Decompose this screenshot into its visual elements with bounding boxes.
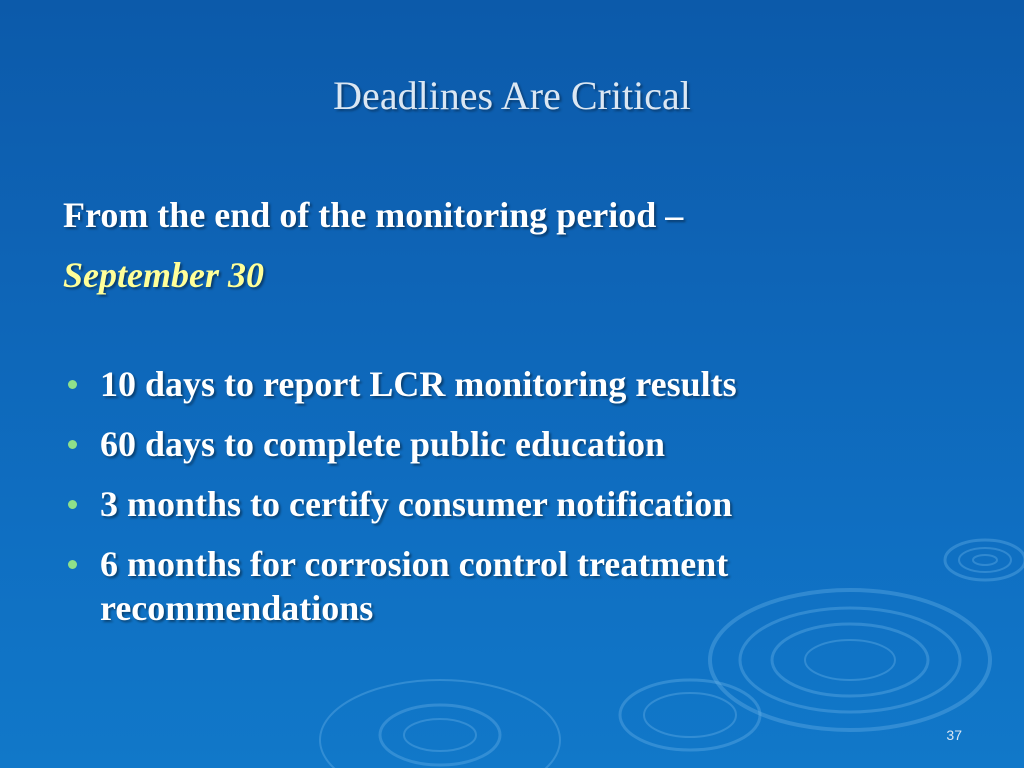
intro-date: September 30: [63, 255, 264, 295]
list-item: [63, 542, 993, 630]
list-item-text: 3 months to certify consumer notification: [100, 484, 733, 524]
bullet-icon: [68, 440, 77, 449]
intro-line: From the end of the monitoring period –: [63, 195, 684, 235]
list-item-text: 60 days to complete public education: [100, 424, 666, 464]
bullet-icon: [68, 380, 77, 389]
bullet-icon: [68, 500, 77, 509]
list-item: [63, 422, 993, 466]
list-item-text: 6 months for corrosion control treatment recommendations: [100, 544, 729, 628]
page-number: 37: [946, 727, 962, 743]
list-item: [63, 482, 993, 526]
intro-text: [63, 185, 983, 305]
slide-title: Deadlines Are Critical: [333, 73, 691, 118]
bullet-icon: [68, 560, 77, 569]
list-item-text: 10 days to report LCR monitoring results: [100, 364, 737, 404]
list-item: [63, 362, 993, 406]
deadline-list: [63, 362, 993, 646]
